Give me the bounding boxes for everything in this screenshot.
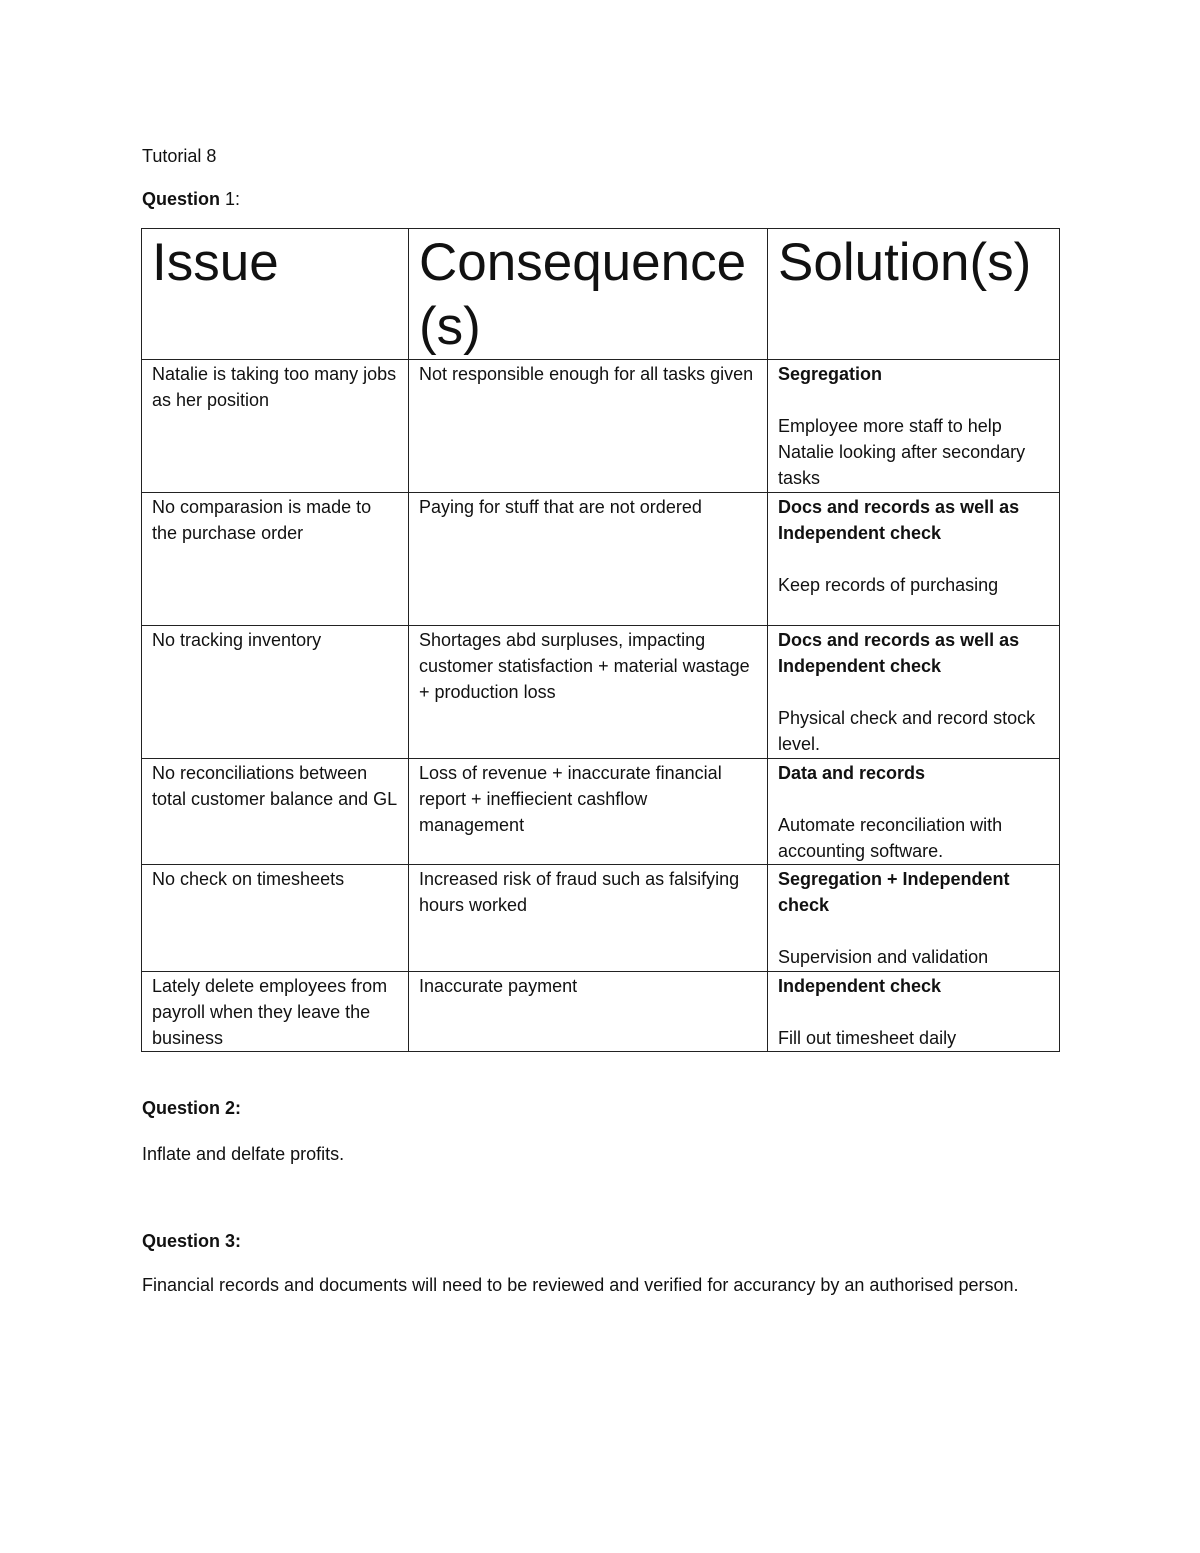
- table-row: [142, 972, 1060, 1052]
- consequence-cell: Not responsible enough for all tasks given: [409, 360, 768, 493]
- question-1-heading: [142, 187, 240, 211]
- table-row: [142, 626, 1060, 759]
- solution-cell: [768, 865, 1060, 972]
- question-1-heading-number: 1:: [225, 189, 241, 209]
- question-1-heading-label: Question: [142, 189, 221, 209]
- header-consequences: Consequence(s): [409, 229, 768, 360]
- header-issue: Issue: [142, 229, 409, 360]
- issue-cell: No check on timesheets: [142, 865, 409, 972]
- solution-cell: [768, 493, 1060, 626]
- consequence-cell: Shortages abd surpluses, impacting customer statisfaction + material wastage + production loss: [409, 626, 768, 759]
- solution-spacer: [778, 786, 1049, 812]
- solution-heading: Independent check: [778, 976, 942, 996]
- table-row: [142, 360, 1060, 493]
- solution-cell: [768, 626, 1060, 759]
- consequence-cell: Paying for stuff that are not ordered: [409, 493, 768, 626]
- question-2-answer: Inflate and delfate profits.: [142, 1144, 345, 1164]
- solution-cell: [768, 360, 1060, 493]
- solution-text: Supervision and validation: [778, 947, 989, 967]
- solution-heading: Segregation: [778, 364, 883, 384]
- solution-cell: [768, 759, 1060, 865]
- consequence-cell: Increased risk of fraud such as falsifying hours worked: [409, 865, 768, 972]
- table-row: [142, 865, 1060, 972]
- solution-heading: Data and records: [778, 763, 926, 783]
- solution-spacer: [778, 546, 1049, 572]
- issues-table: [141, 228, 1060, 1052]
- solution-spacer: [778, 679, 1049, 705]
- solution-text: Physical check and record stock level.: [778, 708, 1036, 754]
- solution-heading: Docs and records as well as Independent check: [778, 630, 1020, 676]
- solution-heading: Segregation + Independent check: [778, 869, 1010, 915]
- solution-text: Fill out timesheet daily: [778, 1028, 957, 1048]
- solution-spacer: [778, 387, 1049, 413]
- issue-cell: No comparasion is made to the purchase order: [142, 493, 409, 626]
- document-title: Tutorial 8: [142, 146, 217, 166]
- solution-text: Keep records of purchasing: [778, 575, 999, 595]
- issue-cell: Natalie is taking too many jobs as her position: [142, 360, 409, 493]
- solution-cell: [768, 972, 1060, 1052]
- question-3-heading: Question 3:: [142, 1231, 242, 1251]
- issue-cell: No reconciliations between total customer balance and GL: [142, 759, 409, 865]
- solution-spacer: [778, 999, 1049, 1025]
- consequence-cell: Loss of revenue + inaccurate financial report + ineffiecient cashflow management: [409, 759, 768, 865]
- issue-cell: No tracking inventory: [142, 626, 409, 759]
- solution-text: Employee more staff to help Natalie looking after secondary tasks: [778, 416, 1026, 488]
- solution-spacer: [778, 918, 1049, 944]
- solution-text: Automate reconciliation with accounting software.: [778, 815, 1003, 861]
- issue-cell: Lately delete employees from payroll when they leave the business: [142, 972, 409, 1052]
- table-row: [142, 759, 1060, 865]
- consequence-cell: Inaccurate payment: [409, 972, 768, 1052]
- question-2-heading: Question 2:: [142, 1098, 242, 1118]
- table-row: [142, 493, 1060, 626]
- solution-heading: Docs and records as well as Independent check: [778, 497, 1020, 543]
- header-solutions: Solution(s): [768, 229, 1060, 360]
- table-header-row: [142, 229, 1060, 360]
- question-3-answer: Financial records and documents will need to be reviewed and verified for accurancy by an authorised person.: [142, 1275, 1019, 1295]
